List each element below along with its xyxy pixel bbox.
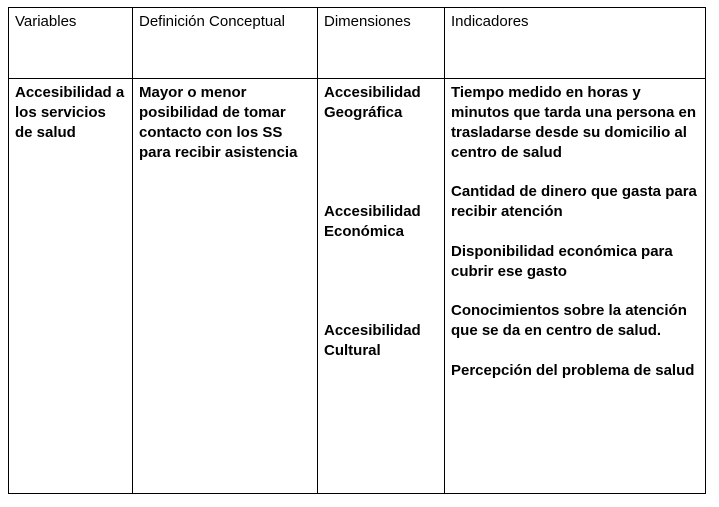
table-header-row [9,8,706,79]
variables-table [8,7,706,494]
dimension-geografica: Accesibilidad Geográfica [324,84,421,121]
header-cell [318,8,445,79]
dimension-cultural: Accesibilidad Cultural [324,322,421,359]
indicador-cantidad-dinero: Cantidad de dinero que gasta para recibir atención [451,183,697,220]
table-row [9,79,706,494]
header-definicion: Definición Conceptual [139,13,285,30]
indicador-conocimientos: Conocimientos sobre la atención que se da en centro de salud. [451,302,687,339]
dimension-economica: Accesibilidad Económica [324,203,421,240]
header-cell [133,8,318,79]
definicion-text: Mayor o menor posibilidad de tomar contacto con los SS para recibir asistencia [139,84,298,161]
dimensiones-cell [318,79,445,494]
variable-text: Accesibilidad a los servicios de salud [15,84,125,141]
indicadores-cell [445,79,706,494]
header-dimensiones: Dimensiones [324,13,411,30]
indicador-tiempo: Tiempo medido en horas y minutos que tarda una persona en trasladarse desde su domicilio al centro de salud [451,84,697,161]
header-variables: Variables [15,13,77,30]
header-cell [9,8,133,79]
indicador-disponibilidad: Disponibilidad económica para cubrir ese gasto [451,243,673,280]
variable-cell [9,79,133,494]
indicador-percepcion: Percepción del problema de salud [451,362,695,379]
header-cell [445,8,706,79]
definicion-cell [133,79,318,494]
header-indicadores: Indicadores [451,13,529,30]
